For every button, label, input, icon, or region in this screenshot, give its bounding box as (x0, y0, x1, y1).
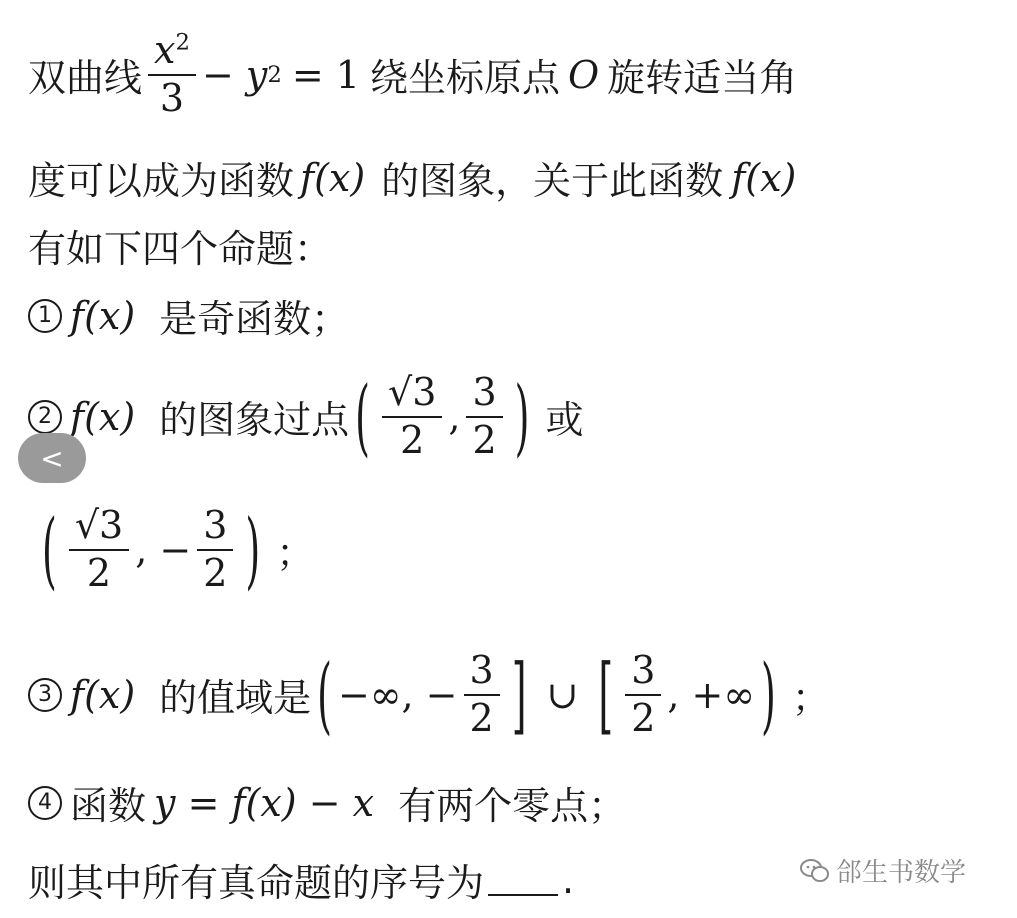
proposition-2-continued (36, 501, 315, 599)
equals-one: = 1 (291, 52, 360, 97)
proposition-3 (28, 646, 830, 744)
fx: f(x) (70, 394, 136, 439)
right-paren: ) (514, 368, 530, 466)
pos-infinity: , +∞ (667, 672, 756, 717)
left-paren: ( (42, 501, 57, 599)
problem-line-1: 双曲线 $\frac{x^2}{3}$ − y 2 = 1 绕坐标原点 O 旋转适当角 (28, 28, 798, 120)
text: ； (276, 531, 315, 576)
union: ∪ (546, 672, 579, 717)
text: 有如下四个命题： (28, 227, 333, 271)
wechat-icon (800, 858, 830, 884)
proposition-4 (28, 775, 626, 830)
text: 则其中所有真命题的序号为 (28, 861, 485, 905)
right-paren: ) (245, 501, 261, 599)
fraction: $\frac{√3}{2}$ (382, 372, 442, 462)
right-bracket: ] (511, 646, 527, 744)
watermark-text: 郃生书数学 (836, 858, 967, 888)
fx: f(x) (300, 155, 366, 200)
right-paren: ) (761, 646, 776, 744)
left-paren: ( (355, 368, 370, 466)
text: 绕坐标原点 (369, 56, 560, 101)
fraction: $\frac{√3}{2}$ (69, 505, 129, 595)
text: 是奇函数； (159, 297, 350, 341)
fx: f(x) (70, 293, 136, 338)
neg-infinity: −∞, − (338, 672, 458, 717)
text: 度可以成为函数 (28, 159, 295, 203)
circled-number: 2 (28, 400, 62, 434)
proposition-2 (28, 368, 584, 466)
problem-line-3 (28, 218, 332, 273)
problem-line-2 (28, 150, 796, 205)
text: 双曲线 (28, 56, 143, 101)
text: 函数 (70, 784, 147, 828)
back-button[interactable] (18, 433, 86, 483)
fraction: $\frac{3}{2}$ (466, 372, 502, 462)
left-bracket: [ (598, 646, 614, 744)
text: 的图象，关于此函数 (381, 159, 724, 203)
circled-number: 4 (28, 786, 62, 820)
equation: y = f(x) − x (154, 780, 375, 825)
fx: f(x) (70, 672, 136, 717)
comma: , − (135, 527, 192, 572)
left-paren: ( (317, 646, 332, 744)
text: ； (791, 676, 830, 721)
text: 或 (545, 398, 584, 443)
text: 有两个零点； (398, 784, 627, 828)
origin-o: O (568, 52, 600, 97)
text: . (562, 857, 575, 902)
chevron-left-icon: < (40, 441, 64, 475)
proposition-1 (28, 288, 349, 343)
fx: f(x) (731, 155, 797, 200)
text: 的值域是 (159, 676, 312, 721)
answer-blank (488, 864, 558, 896)
minus-y: − y (201, 52, 268, 97)
comma: , (448, 394, 461, 439)
fraction: $\frac{3}{2}$ (197, 505, 233, 595)
final-question (28, 852, 574, 907)
text: 旋转适当角 (607, 56, 798, 101)
text: 的图象过点 (159, 398, 350, 443)
fraction: $\frac{3}{2}$ (625, 650, 661, 740)
fraction-x2-over-3: $\frac{x^2}{3}$ (148, 30, 196, 120)
circled-number: 3 (28, 678, 62, 712)
circled-number: 1 (28, 299, 62, 333)
fraction: $\frac{3}{2}$ (464, 650, 500, 740)
watermark (800, 852, 966, 889)
